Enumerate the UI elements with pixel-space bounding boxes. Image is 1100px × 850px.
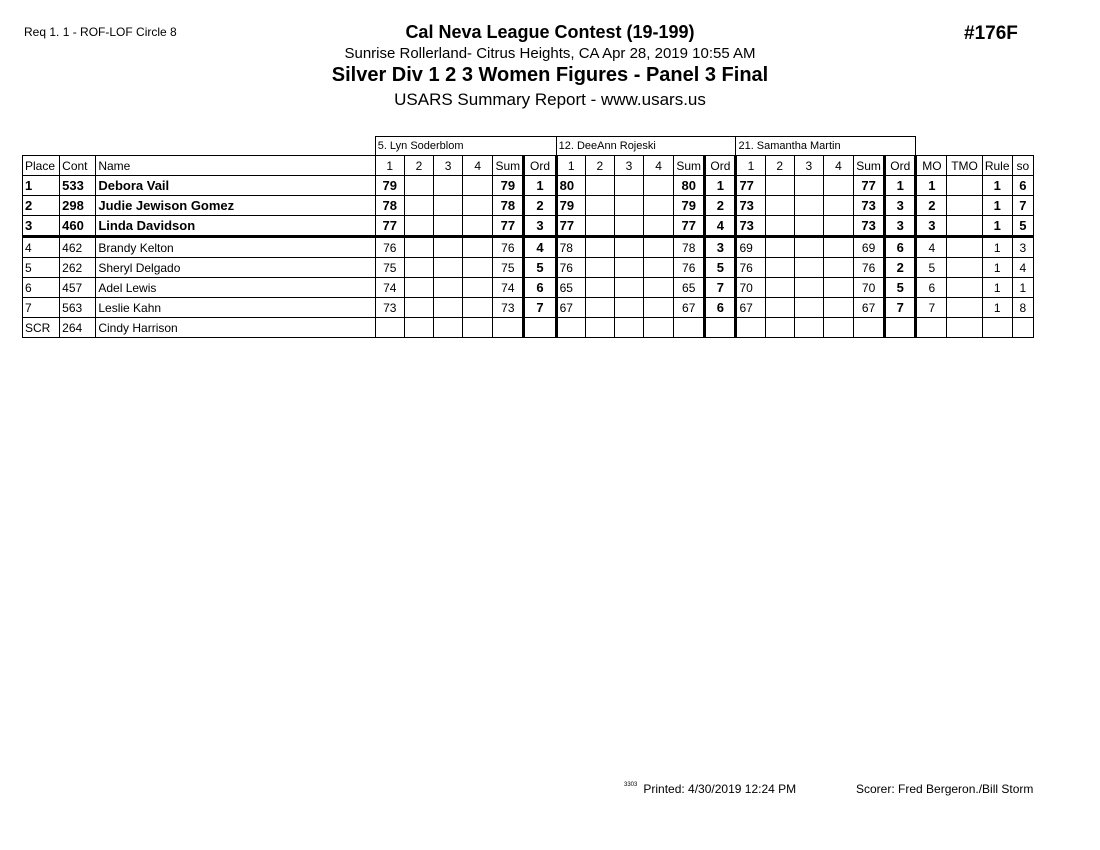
col-sum: Sum <box>493 156 524 176</box>
cell-empty <box>585 216 614 237</box>
cell-so: 5 <box>1012 216 1033 237</box>
cell-sum <box>674 318 705 338</box>
cell-o: 5 <box>524 258 556 278</box>
cell-mo: 2 <box>916 196 947 216</box>
cell-empty <box>644 318 674 338</box>
cell-rule <box>982 318 1012 338</box>
col-j2: 2 <box>765 156 794 176</box>
cell-o: 1 <box>885 176 916 196</box>
cell-so <box>1012 318 1033 338</box>
cell-s: 70 <box>736 278 765 298</box>
column-header-row <box>23 156 1034 176</box>
cell-sum: 78 <box>674 237 705 258</box>
cell-sum: 77 <box>674 216 705 237</box>
cell-o <box>885 318 916 338</box>
cell-o: 7 <box>524 298 556 318</box>
cell-empty <box>585 176 614 196</box>
cell-name: Linda Davidson <box>96 216 375 237</box>
cell-empty <box>463 176 493 196</box>
cell-empty <box>765 237 794 258</box>
cell-empty <box>614 196 643 216</box>
cell-s <box>375 318 404 338</box>
cell-s <box>556 318 585 338</box>
cell-mo: 5 <box>916 258 947 278</box>
cell-place: 7 <box>23 298 60 318</box>
cell-s: 65 <box>556 278 585 298</box>
cell-rule: 1 <box>982 176 1012 196</box>
cell-empty <box>585 258 614 278</box>
cell-so: 8 <box>1012 298 1033 318</box>
event-title: Silver Div 1 2 3 Women Figures - Panel 3 Final <box>331 64 769 86</box>
cell-empty <box>765 196 794 216</box>
cell-empty <box>765 258 794 278</box>
cell-cont: 460 <box>60 216 96 237</box>
col-j4: 4 <box>463 156 493 176</box>
cell-empty <box>644 237 674 258</box>
cell-empty <box>614 216 643 237</box>
cell-sum: 67 <box>854 298 885 318</box>
cell-sum: 69 <box>854 237 885 258</box>
cell-empty <box>433 298 462 318</box>
cell-empty <box>794 237 823 258</box>
cell-empty <box>463 196 493 216</box>
cell-sum: 80 <box>674 176 705 196</box>
cell-sum: 76 <box>854 258 885 278</box>
cell-sum: 76 <box>674 258 705 278</box>
cell-empty <box>463 278 493 298</box>
cell-s: 78 <box>556 237 585 258</box>
cell-sum <box>493 318 524 338</box>
cell-cont: 462 <box>60 237 96 258</box>
cell-empty <box>463 216 493 237</box>
report-title: USARS Summary Report - www.usars.us <box>394 90 706 109</box>
cell-empty <box>644 258 674 278</box>
result-row <box>23 176 1034 196</box>
cell-empty <box>614 318 643 338</box>
cell-empty <box>404 237 433 258</box>
col-sum: Sum <box>674 156 705 176</box>
cell-o: 3 <box>524 216 556 237</box>
cell-empty <box>614 278 643 298</box>
cell-empty <box>585 298 614 318</box>
cell-name: Sheryl Delgado <box>96 258 375 278</box>
cell-empty <box>404 278 433 298</box>
cell-empty <box>765 318 794 338</box>
cell-mo: 6 <box>916 278 947 298</box>
request-info: Req 1. 1 - ROF-LOF Circle 8 <box>24 25 177 39</box>
cell-place: 3 <box>23 216 60 237</box>
cell-mo: 4 <box>916 237 947 258</box>
results-table <box>22 136 1034 338</box>
cell-empty <box>823 278 853 298</box>
cell-s: 73 <box>736 216 765 237</box>
cell-o: 4 <box>524 237 556 258</box>
cell-place: 5 <box>23 258 60 278</box>
cell-name: Adel Lewis <box>96 278 375 298</box>
cell-sum: 75 <box>493 258 524 278</box>
col-j1: 1 <box>375 156 404 176</box>
cell-empty <box>433 216 462 237</box>
cell-cont: 264 <box>60 318 96 338</box>
cell-tmo <box>947 176 982 196</box>
cell-empty <box>644 298 674 318</box>
result-row <box>23 318 1034 338</box>
cell-o: 1 <box>524 176 556 196</box>
cell-empty <box>433 318 462 338</box>
cell-s: 77 <box>556 216 585 237</box>
printed-info <box>624 782 796 796</box>
col-j3: 3 <box>794 156 823 176</box>
cell-sum: 77 <box>854 176 885 196</box>
cell-sum: 65 <box>674 278 705 298</box>
cell-mo: 7 <box>916 298 947 318</box>
col-rule: Rule <box>982 156 1012 176</box>
col-cont: Cont <box>60 156 96 176</box>
cell-so: 6 <box>1012 176 1033 196</box>
judge-name: 12. DeeAnn Rojeski <box>556 137 736 156</box>
cell-place: 4 <box>23 237 60 258</box>
cell-sum: 79 <box>674 196 705 216</box>
result-row <box>23 237 1034 258</box>
venue-date: Sunrise Rollerland- Citrus Heights, CA Apr 28, 2019 10:55 AM <box>344 45 756 62</box>
cell-empty <box>765 278 794 298</box>
cell-empty <box>644 196 674 216</box>
cell-empty <box>433 196 462 216</box>
cell-empty <box>585 196 614 216</box>
cell-empty <box>823 258 853 278</box>
cell-tmo <box>947 258 982 278</box>
cell-o <box>524 318 556 338</box>
cell-o: 7 <box>885 298 916 318</box>
cell-rule: 1 <box>982 237 1012 258</box>
cell-sum <box>854 318 885 338</box>
cell-tmo <box>947 237 982 258</box>
cell-empty <box>794 278 823 298</box>
cell-o: 5 <box>705 258 736 278</box>
cell-empty <box>794 298 823 318</box>
cell-cont: 563 <box>60 298 96 318</box>
cell-empty <box>614 237 643 258</box>
cell-sum: 78 <box>493 196 524 216</box>
col-so: so <box>1012 156 1033 176</box>
cell-empty <box>585 278 614 298</box>
cell-o: 2 <box>524 196 556 216</box>
cell-empty <box>404 318 433 338</box>
cell-s: 69 <box>736 237 765 258</box>
cell-empty <box>404 258 433 278</box>
cell-o: 3 <box>885 216 916 237</box>
cell-place: 6 <box>23 278 60 298</box>
cell-tmo <box>947 196 982 216</box>
col-mo: MO <box>916 156 947 176</box>
cell-cont: 298 <box>60 196 96 216</box>
result-row <box>23 278 1034 298</box>
cell-s: 76 <box>556 258 585 278</box>
cell-s: 67 <box>736 298 765 318</box>
cell-rule: 1 <box>982 278 1012 298</box>
cell-empty <box>765 298 794 318</box>
event-number: #176F <box>964 23 1018 44</box>
cell-empty <box>614 298 643 318</box>
col-place: Place <box>23 156 60 176</box>
cell-o: 6 <box>705 298 736 318</box>
scorer-info: Scorer: Fred Bergeron./Bill Storm <box>856 782 1034 796</box>
cell-empty <box>765 216 794 237</box>
cell-rule: 1 <box>982 196 1012 216</box>
cell-empty <box>794 196 823 216</box>
cell-empty <box>823 176 853 196</box>
printed-date: Printed: 4/30/2019 12:24 PM <box>643 782 797 796</box>
col-tmo: TMO <box>947 156 982 176</box>
cell-place: 1 <box>23 176 60 196</box>
col-j2: 2 <box>585 156 614 176</box>
cell-s: 73 <box>375 298 404 318</box>
col-j4: 4 <box>823 156 853 176</box>
cell-sum: 73 <box>854 216 885 237</box>
cell-o <box>705 318 736 338</box>
cell-empty <box>823 216 853 237</box>
cell-sum: 79 <box>493 176 524 196</box>
cell-empty <box>794 318 823 338</box>
cell-mo <box>916 318 947 338</box>
cell-cont: 457 <box>60 278 96 298</box>
cell-sum: 77 <box>493 216 524 237</box>
cell-so: 7 <box>1012 196 1033 216</box>
cell-o: 6 <box>885 237 916 258</box>
result-row <box>23 258 1034 278</box>
cell-empty <box>404 216 433 237</box>
cell-s: 79 <box>556 196 585 216</box>
cell-o: 1 <box>705 176 736 196</box>
result-row <box>23 216 1034 237</box>
cell-s: 73 <box>736 196 765 216</box>
cell-o: 4 <box>705 216 736 237</box>
contest-title: Cal Neva League Contest (19-199) <box>405 22 695 42</box>
cell-empty <box>433 237 462 258</box>
cell-tmo <box>947 318 982 338</box>
cell-s: 74 <box>375 278 404 298</box>
result-row <box>23 298 1034 318</box>
cell-s: 76 <box>736 258 765 278</box>
cell-name: Brandy Kelton <box>96 237 375 258</box>
cell-empty <box>823 237 853 258</box>
cell-rule: 1 <box>982 298 1012 318</box>
cell-o: 5 <box>885 278 916 298</box>
cell-empty <box>404 176 433 196</box>
cell-empty <box>433 278 462 298</box>
cell-empty <box>644 176 674 196</box>
cell-empty <box>463 318 493 338</box>
cell-empty <box>404 298 433 318</box>
cell-sum: 73 <box>493 298 524 318</box>
report-code: 3303 <box>624 782 638 788</box>
cell-sum: 76 <box>493 237 524 258</box>
cell-empty <box>463 258 493 278</box>
col-j1: 1 <box>556 156 585 176</box>
cell-s: 77 <box>375 216 404 237</box>
cell-empty <box>585 318 614 338</box>
col-sum: Sum <box>854 156 885 176</box>
cell-tmo <box>947 278 982 298</box>
cell-name: Judie Jewison Gomez <box>96 196 375 216</box>
col-ord: Ord <box>524 156 556 176</box>
cell-so: 4 <box>1012 258 1033 278</box>
cell-empty <box>463 237 493 258</box>
col-j3: 3 <box>614 156 643 176</box>
cell-empty <box>614 176 643 196</box>
cell-o: 2 <box>885 258 916 278</box>
cell-s: 80 <box>556 176 585 196</box>
cell-empty <box>463 298 493 318</box>
cell-place: SCR <box>23 318 60 338</box>
cell-name: Leslie Kahn <box>96 298 375 318</box>
col-name: Name <box>96 156 375 176</box>
cell-o: 7 <box>705 278 736 298</box>
cell-sum: 67 <box>674 298 705 318</box>
cell-sum: 74 <box>493 278 524 298</box>
cell-s: 67 <box>556 298 585 318</box>
col-ord: Ord <box>705 156 736 176</box>
cell-empty <box>404 196 433 216</box>
cell-tmo <box>947 216 982 237</box>
cell-empty <box>823 318 853 338</box>
cell-so: 1 <box>1012 278 1033 298</box>
cell-place: 2 <box>23 196 60 216</box>
cell-empty <box>794 258 823 278</box>
cell-so: 3 <box>1012 237 1033 258</box>
col-j2: 2 <box>404 156 433 176</box>
cell-cont: 262 <box>60 258 96 278</box>
judge-name: 21. Samantha Martin <box>736 137 916 156</box>
cell-empty <box>614 258 643 278</box>
cell-o: 2 <box>705 196 736 216</box>
col-ord: Ord <box>885 156 916 176</box>
judge-name: 5. Lyn Soderblom <box>375 137 556 156</box>
cell-s <box>736 318 765 338</box>
cell-name: Debora Vail <box>96 176 375 196</box>
cell-name: Cindy Harrison <box>96 318 375 338</box>
cell-empty <box>433 258 462 278</box>
cell-o: 3 <box>885 196 916 216</box>
col-j1: 1 <box>736 156 765 176</box>
cell-o: 3 <box>705 237 736 258</box>
col-j4: 4 <box>644 156 674 176</box>
cell-rule: 1 <box>982 216 1012 237</box>
cell-s: 77 <box>736 176 765 196</box>
cell-empty <box>823 298 853 318</box>
cell-empty <box>644 216 674 237</box>
cell-s: 79 <box>375 176 404 196</box>
cell-sum: 73 <box>854 196 885 216</box>
cell-s: 78 <box>375 196 404 216</box>
col-j3: 3 <box>433 156 462 176</box>
cell-empty <box>823 196 853 216</box>
cell-empty <box>644 278 674 298</box>
cell-s: 76 <box>375 237 404 258</box>
cell-mo: 1 <box>916 176 947 196</box>
cell-s: 75 <box>375 258 404 278</box>
judge-header-row <box>23 137 1034 156</box>
cell-empty <box>794 216 823 237</box>
cell-cont: 533 <box>60 176 96 196</box>
cell-empty <box>433 176 462 196</box>
cell-mo: 3 <box>916 216 947 237</box>
cell-rule: 1 <box>982 258 1012 278</box>
cell-empty <box>585 237 614 258</box>
cell-o: 6 <box>524 278 556 298</box>
result-row <box>23 196 1034 216</box>
cell-empty <box>765 176 794 196</box>
cell-tmo <box>947 298 982 318</box>
cell-sum: 70 <box>854 278 885 298</box>
cell-empty <box>794 176 823 196</box>
